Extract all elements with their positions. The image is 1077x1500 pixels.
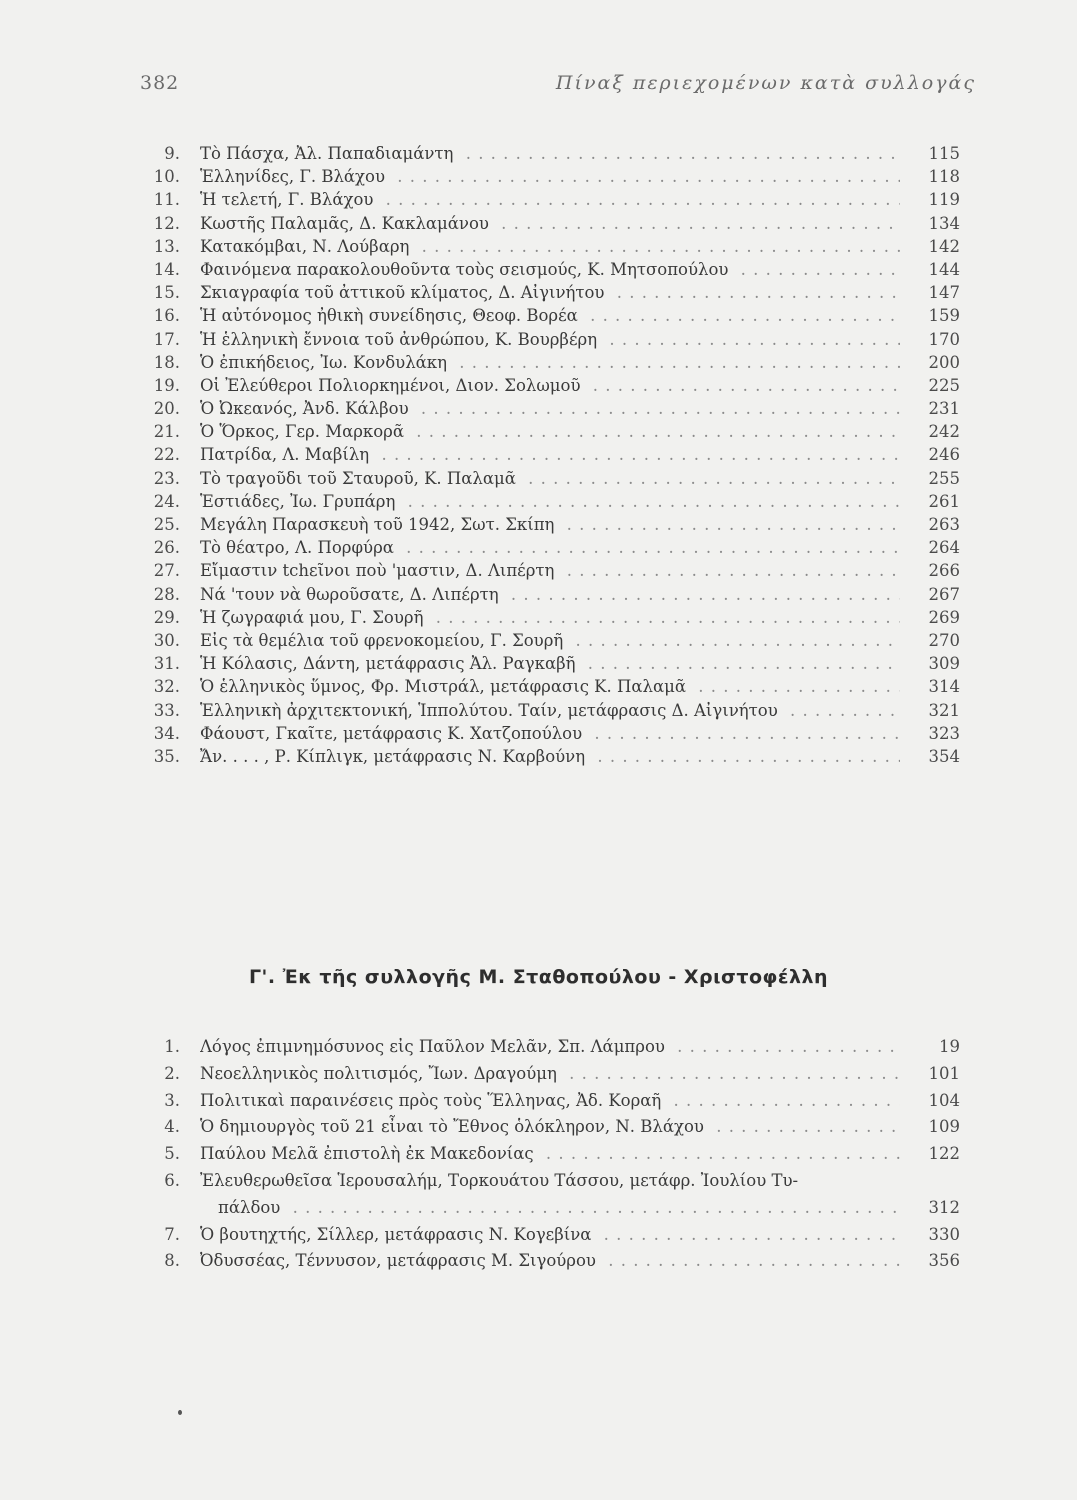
- toc-entry: [150, 420, 960, 443]
- entry-title: Ὀδυσσέας, Τέννυσον, μετάφρασις Μ. Σιγούρου: [200, 1251, 602, 1270]
- toc-entry: [150, 328, 960, 351]
- entry-number: 31.: [153, 654, 180, 674]
- entry-title: Ἡ τελετή, Γ. Βλάχου: [200, 190, 379, 209]
- entry-page: 261: [928, 491, 960, 511]
- entry-number: 14.: [153, 259, 180, 279]
- entry-title-leader: [200, 745, 900, 768]
- entry-number: 28.: [153, 584, 180, 604]
- entry-title: Λόγος ἐπιμνημόσυνος εἰς Παῦλον Μελᾶν, Σπ. Λάμπρου: [200, 1037, 671, 1056]
- toc-entry: [150, 304, 960, 327]
- entry-title-leader: [200, 583, 900, 606]
- entry-page: 101: [928, 1063, 960, 1083]
- entry-page: 269: [928, 607, 960, 627]
- entry-title: Μεγάλη Παρασκευὴ τοῦ 1942, Σωτ. Σκίπη: [200, 515, 560, 534]
- entry-number: 16.: [153, 306, 180, 326]
- entry-title: Ἑστιάδες, Ἰω. Γρυπάρη: [200, 492, 401, 511]
- entry-title: Ἡ ἑλληνικὴ ἔννοια τοῦ ἀνθρώπου, Κ. Βουρβέρη: [200, 330, 603, 349]
- toc-entry: [150, 374, 960, 397]
- entry-title: Ὁ δημιουργὸς τοῦ 21 εἶναι τὸ Ἔθνος ὁλόκληρον, Ν. Βλάχου: [200, 1117, 710, 1136]
- entry-title: Ὁ Ὠκεανός, Ἀνδ. Κάλβου: [200, 399, 415, 418]
- entry-page: 263: [928, 515, 960, 534]
- toc-entry: [150, 513, 960, 536]
- entry-page: 119: [928, 190, 960, 210]
- entry-page: 115: [928, 144, 960, 163]
- entry-title-leader: [200, 606, 900, 629]
- entry-page: 356: [928, 1251, 960, 1271]
- entry-number: 22.: [153, 445, 180, 465]
- entry-number: 2.: [164, 1063, 180, 1083]
- entry-page: 200: [928, 352, 960, 372]
- entry-title-leader: [200, 1222, 900, 1249]
- entry-page: 321: [928, 700, 960, 720]
- toc-entry: [150, 745, 960, 768]
- ink-mark: [178, 1410, 182, 1415]
- entry-title-leader: [200, 142, 900, 165]
- entry-number: 27.: [153, 561, 180, 581]
- entry-title-leader: [200, 722, 900, 745]
- page-header: [140, 72, 976, 102]
- entry-number: 32.: [153, 677, 180, 697]
- entry-page: 323: [928, 723, 960, 743]
- contents-list-a: [150, 142, 960, 768]
- entry-title-leader: [200, 1088, 900, 1115]
- entry-title: Ἐλευθερωθεῖσα Ἱερουσαλήμ, Τορκουάτου Τάσσου, μετάφρ. Ἰουλίου Τυ-: [200, 1171, 804, 1190]
- entry-number: 20.: [153, 399, 180, 419]
- entry-title-leader: [200, 443, 900, 466]
- entry-page: 267: [928, 584, 960, 604]
- entry-title: Τὸ Πάσχα, Ἀλ. Παπαδιαμάντη: [200, 144, 459, 163]
- entry-number: 13.: [153, 236, 180, 256]
- entry-number: 8.: [164, 1251, 180, 1271]
- entry-title-leader: [200, 490, 900, 513]
- entry-title: Νεοελληνικὸς πολιτισμός, Ἴων. Δραγούμη: [200, 1064, 563, 1083]
- entry-number: 25.: [153, 515, 180, 534]
- entry-number: 12.: [153, 213, 180, 233]
- entry-title-leader: [200, 1061, 900, 1088]
- running-head: Πίναξ περιεχομένων κατὰ συλλογάς: [555, 72, 976, 94]
- entry-page: 309: [928, 654, 960, 674]
- toc-entry: [150, 629, 960, 652]
- toc-entry: [150, 1061, 960, 1088]
- entry-title-leader: [200, 699, 900, 722]
- toc-entry: [150, 722, 960, 745]
- entry-title-leader: [200, 397, 900, 420]
- entry-title-leader: [218, 1195, 900, 1222]
- entry-title-leader: [200, 351, 900, 374]
- entry-page: 246: [928, 445, 960, 465]
- toc-entry: [150, 652, 960, 675]
- toc-entry: [150, 165, 960, 188]
- entry-number: 29.: [153, 607, 180, 627]
- entry-title-leader: [200, 258, 900, 281]
- entry-number: 34.: [153, 723, 180, 743]
- toc-entry: [150, 281, 960, 304]
- entry-title: Ὁ βουτηχτής, Σίλλερ, μετάφρασις Ν. Κογεβίνα: [200, 1225, 597, 1244]
- toc-entry: [150, 699, 960, 722]
- toc-entry: [150, 188, 960, 211]
- entry-number: 7.: [164, 1224, 180, 1244]
- toc-entry: [150, 212, 960, 235]
- entry-title-leader: [200, 304, 900, 327]
- entry-page: 264: [928, 538, 960, 558]
- entry-number: 23.: [153, 468, 180, 488]
- entry-title-leader: [200, 675, 900, 698]
- entry-title-leader: [200, 212, 900, 235]
- toc-entry: [150, 606, 960, 629]
- toc-entry: [150, 583, 960, 606]
- entry-title-leader: [200, 1114, 900, 1141]
- entry-number: 17.: [153, 329, 180, 349]
- entry-title: Εἰς τὰ θεμέλια τοῦ φρενοκομείου, Γ. Σουρῆ: [200, 631, 569, 650]
- entry-number: 26.: [153, 538, 180, 558]
- entry-title-leader: [200, 374, 900, 397]
- entry-title: Κωστῆς Παλαμᾶς, Δ. Κακλαμάνου: [200, 214, 495, 233]
- toc-entry: [150, 559, 960, 582]
- entry-number: 3.: [164, 1090, 180, 1110]
- entry-page: 142: [928, 236, 960, 256]
- entry-title: Φάουστ, Γκαῖτε, μετάφρασις Κ. Χατζοπούλου: [200, 724, 588, 743]
- entry-title: Κατακόμβαι, Ν. Λούβαρη: [200, 237, 415, 256]
- toc-entry: [150, 675, 960, 698]
- toc-entry: [150, 1222, 960, 1249]
- entry-number: 9.: [164, 144, 180, 163]
- entry-page: 242: [928, 422, 960, 442]
- entry-title-leader: [200, 467, 900, 490]
- entry-number: 10.: [153, 167, 180, 187]
- entry-page: 354: [928, 746, 960, 766]
- entry-title-leader: [200, 1141, 900, 1168]
- entry-title-leader: [200, 1034, 900, 1061]
- entry-number: 11.: [153, 190, 180, 210]
- entry-page: 122: [928, 1144, 960, 1164]
- entry-page: 225: [928, 375, 960, 395]
- toc-entry: [150, 1141, 960, 1168]
- entry-title: Ἑλληνίδες, Γ. Βλάχου: [200, 167, 391, 186]
- entry-title: Ἡ ζωγραφιά μου, Γ. Σουρῆ: [200, 608, 429, 627]
- entry-title-leader: [200, 328, 900, 351]
- toc-entry: [150, 1195, 960, 1222]
- entry-title: Ἑλληνικὴ ἀρχιτεκτονική, Ἱππολύτου. Ταίν, μετάφρασις Δ. Αἰγινήτου: [200, 701, 784, 720]
- entry-title: Σκιαγραφία τοῦ ἀττικοῦ κλίματος, Δ. Αἰγινήτου: [200, 283, 610, 302]
- entry-title-leader: [200, 536, 900, 559]
- toc-entry: [150, 1034, 960, 1061]
- entry-number: 6.: [164, 1170, 180, 1190]
- entry-page: 231: [928, 399, 960, 419]
- entry-page: 266: [928, 561, 960, 581]
- entry-page: 270: [928, 630, 960, 650]
- entry-number: 35.: [153, 746, 180, 766]
- entry-title: Οἱ Ἐλεύθεροι Πολιορκημένοι, Διον. Σολωμοῦ: [200, 376, 587, 395]
- entry-title-leader: [200, 1168, 900, 1195]
- toc-entry: [150, 235, 960, 258]
- entry-title-leader: [200, 652, 900, 675]
- toc-entry: [150, 142, 960, 165]
- entry-title: Τὸ θέατρο, Λ. Πορφύρα: [200, 538, 400, 557]
- entry-title: Ὁ ἑλληνικὸς ὕμνος, Φρ. Μιστράλ, μετάφρασις Κ. Παλαμᾶ: [200, 677, 692, 696]
- toc-entry: [150, 258, 960, 281]
- toc-entry: [150, 1114, 960, 1141]
- entry-title-leader: [200, 188, 900, 211]
- toc-entry: [150, 1248, 960, 1275]
- entry-title-leader: [200, 629, 900, 652]
- entry-number: 4.: [164, 1117, 180, 1137]
- toc-entry: [150, 1168, 960, 1195]
- entry-title: Εἴμαστιν tchεῖνοι ποὺ 'μαστιν, Δ. Λιπέρτη: [200, 561, 560, 580]
- entry-number: 30.: [153, 630, 180, 650]
- entry-title: Ἡ αὐτόνομος ἠθικὴ συνείδησις, Θεοφ. Βορέα: [200, 306, 584, 325]
- entry-page: 314: [928, 677, 960, 697]
- page-number: 382: [140, 72, 180, 94]
- entry-title-leader: [200, 281, 900, 304]
- entry-page: 118: [928, 167, 960, 187]
- entry-page: 109: [928, 1117, 960, 1137]
- entry-title: πάλδου: [218, 1198, 286, 1217]
- entry-title: Ἄν. . . . , Ρ. Κίπλιγκ, μετάφρασις Ν. Καρβούνη: [200, 747, 591, 766]
- entry-title: Φαινόμενα παρακολουθοῦντα τοὺς σεισμούς, Κ. Μητσοπούλου: [200, 260, 734, 279]
- toc-entry: [150, 443, 960, 466]
- entry-title: Πατρίδα, Λ. Μαβίλη: [200, 445, 375, 464]
- entry-number: 21.: [153, 422, 180, 442]
- entry-page: 104: [928, 1090, 960, 1110]
- section-heading: Γ'. Ἐκ τῆς συλλογῆς Μ. Σταθοπούλου - Χριστοφέλλη: [248, 966, 829, 988]
- entry-title: Πολιτικαὶ παραινέσεις πρὸς τοὺς Ἕλληνας, Ἀδ. Κοραῆ: [200, 1091, 667, 1110]
- entry-title: Νά 'τουν νὰ θωροῦσατε, Δ. Λιπέρτη: [200, 585, 505, 604]
- toc-entry: [150, 351, 960, 374]
- toc-entry: [150, 1088, 960, 1115]
- entry-page: 134: [928, 213, 960, 233]
- entry-title-leader: [200, 165, 900, 188]
- entry-number: 24.: [153, 491, 180, 511]
- entry-title: Παύλου Μελᾶ ἐπιστολὴ ἐκ Μακεδονίας: [200, 1144, 540, 1163]
- entry-title: Ἡ Κόλασις, Δάντη, μετάφρασις Ἀλ. Ραγκαβῆ: [200, 654, 582, 673]
- entry-number: 15.: [153, 283, 180, 303]
- entry-number: 5.: [164, 1144, 180, 1164]
- entry-title-leader: [200, 235, 900, 258]
- entry-title-leader: [200, 1248, 900, 1275]
- entry-page: 170: [928, 329, 960, 349]
- entry-page: 255: [928, 468, 960, 488]
- contents-list-b: [150, 1034, 960, 1275]
- entry-title-leader: [200, 513, 900, 536]
- entry-number: 33.: [153, 700, 180, 720]
- entry-title-leader: [200, 420, 900, 443]
- toc-entry: [150, 490, 960, 513]
- entry-number: 19.: [153, 375, 180, 395]
- toc-entry: [150, 397, 960, 420]
- entry-number: 1.: [164, 1037, 180, 1056]
- entry-page: 330: [928, 1224, 960, 1244]
- toc-entry: [150, 467, 960, 490]
- entry-page: 312: [928, 1197, 960, 1217]
- entry-page: 19: [939, 1037, 960, 1056]
- toc-entry: [150, 536, 960, 559]
- entry-number: 18.: [153, 352, 180, 372]
- entry-page: 144: [928, 259, 960, 279]
- entry-page: 147: [928, 283, 960, 303]
- entry-title: Ὁ Ὅρκος, Γερ. Μαρκορᾶ: [200, 422, 410, 441]
- entry-title: Ὁ ἐπικήδειος, Ἰω. Κονδυλάκη: [200, 353, 453, 372]
- entry-title: Τὸ τραγοῦδι τοῦ Σταυροῦ, Κ. Παλαμᾶ: [200, 469, 522, 488]
- entry-title-leader: [200, 559, 900, 582]
- entry-page: 159: [928, 306, 960, 326]
